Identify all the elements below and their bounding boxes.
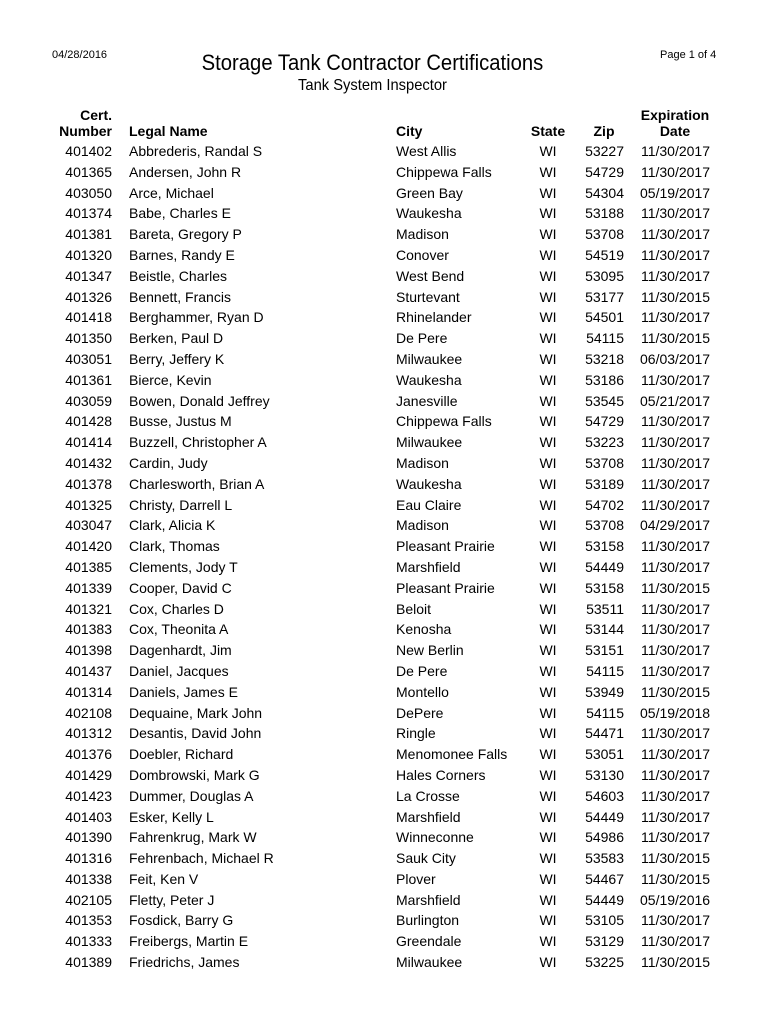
cell-state: WI — [539, 309, 557, 326]
table-row — [0, 515, 770, 536]
cell-cert-number: 401374 — [65, 205, 112, 222]
cell-expiration-date: 11/30/2017 — [640, 829, 710, 846]
cell-city: New Berlin — [396, 642, 464, 659]
cell-cert-number: 401423 — [65, 787, 112, 804]
table-row — [0, 723, 770, 744]
cell-expiration-date: 11/30/2015 — [640, 683, 710, 700]
cell-expiration-date: 11/30/2017 — [640, 725, 710, 742]
cell-city: Marshfield — [396, 891, 461, 908]
cell-expiration-date: 05/19/2018 — [640, 704, 711, 721]
table-row — [0, 703, 770, 724]
cell-zip: 53129 — [585, 933, 624, 950]
cell-expiration-date: 11/30/2015 — [640, 954, 710, 971]
cell-expiration-date: 11/30/2015 — [640, 288, 710, 305]
cell-zip: 53105 — [585, 912, 624, 929]
cell-state: WI — [539, 870, 557, 887]
cell-state: WI — [539, 642, 557, 659]
cell-legal-name: Fehrenbach, Michael R — [129, 850, 274, 867]
cell-state: WI — [539, 496, 557, 513]
cell-zip: 53225 — [585, 954, 624, 971]
table-row — [0, 931, 770, 952]
cell-legal-name: Christy, Darrell L — [129, 496, 233, 513]
cell-zip: 54986 — [585, 829, 624, 846]
table-row — [0, 162, 770, 183]
cell-cert-number: 401325 — [65, 496, 112, 513]
cell-cert-number: 401316 — [65, 850, 112, 867]
cell-legal-name: Bennett, Francis — [129, 288, 231, 305]
cell-legal-name: Charlesworth, Brian A — [129, 475, 265, 492]
cell-city: Milwaukee — [396, 434, 463, 451]
cell-zip: 54304 — [585, 184, 624, 201]
cell-state: WI — [539, 891, 557, 908]
cell-state: WI — [539, 850, 557, 867]
cell-expiration-date: 11/30/2017 — [640, 454, 710, 471]
cell-legal-name: Daniels, James E — [129, 683, 238, 700]
table-row — [0, 952, 770, 973]
cell-legal-name: Busse, Justus M — [129, 413, 232, 430]
cell-zip: 54115 — [586, 662, 624, 679]
table-row — [0, 619, 770, 640]
table-row — [0, 744, 770, 765]
cell-expiration-date: 11/30/2017 — [640, 912, 710, 929]
cell-expiration-date: 11/30/2017 — [640, 642, 710, 659]
cell-expiration-date: 11/30/2017 — [640, 662, 710, 679]
cell-state: WI — [539, 246, 557, 263]
cell-state: WI — [539, 808, 557, 825]
cell-state: WI — [539, 163, 557, 180]
table-row — [0, 536, 770, 557]
cell-cert-number: 401383 — [65, 621, 112, 638]
cell-cert-number: 402108 — [65, 704, 112, 721]
cell-zip: 54115 — [586, 704, 624, 721]
table-row — [0, 287, 770, 308]
table-row — [0, 495, 770, 516]
cell-cert-number: 401398 — [65, 642, 112, 659]
cell-state: WI — [539, 725, 557, 742]
cell-city: Milwaukee — [396, 954, 463, 971]
certification-table — [0, 141, 770, 973]
cell-cert-number: 401347 — [65, 267, 112, 284]
cell-zip: 53158 — [585, 579, 624, 596]
cell-zip: 54449 — [585, 558, 624, 575]
cell-cert-number: 401338 — [65, 870, 112, 887]
cell-zip: 53177 — [585, 288, 624, 305]
cell-zip: 53708 — [585, 454, 624, 471]
cell-zip: 54471 — [585, 725, 624, 742]
cell-cert-number: 403051 — [65, 350, 112, 367]
cell-city: Pleasant Prairie — [396, 579, 495, 596]
cell-cert-number: 401420 — [65, 538, 112, 555]
cell-expiration-date: 11/30/2017 — [640, 808, 710, 825]
cell-city: Eau Claire — [396, 496, 462, 513]
cell-cert-number: 403059 — [65, 392, 112, 409]
cell-city: Waukesha — [396, 475, 462, 492]
cell-state: WI — [539, 600, 557, 617]
cell-legal-name: Babe, Charles E — [129, 205, 231, 222]
cell-cert-number: 401437 — [65, 662, 112, 679]
cell-city: Rhinelander — [396, 309, 472, 326]
cell-cert-number: 401312 — [65, 725, 112, 742]
cell-legal-name: Fletty, Peter J — [129, 891, 215, 908]
cell-zip: 53545 — [585, 392, 624, 409]
cell-zip: 53189 — [585, 475, 624, 492]
cell-city: Sauk City — [396, 850, 456, 867]
cell-state: WI — [539, 933, 557, 950]
cell-city: West Allis — [396, 143, 457, 159]
cell-city: Hales Corners — [396, 766, 486, 783]
cell-cert-number: 401333 — [65, 933, 112, 950]
cell-legal-name: Clark, Thomas — [129, 538, 220, 555]
cell-cert-number: 401350 — [65, 330, 112, 347]
table-row — [0, 183, 770, 204]
cell-city: Plover — [396, 870, 436, 887]
table-row — [0, 682, 770, 703]
table-header — [0, 105, 770, 141]
cell-city: Kenosha — [396, 621, 452, 638]
cell-cert-number: 401402 — [65, 143, 112, 159]
cell-state: WI — [539, 475, 557, 492]
cell-state: WI — [539, 205, 557, 222]
cell-legal-name: Feit, Ken V — [129, 870, 199, 887]
cell-state: WI — [539, 766, 557, 783]
cell-city: Burlington — [396, 912, 460, 929]
cell-city: DePere — [396, 704, 444, 721]
cell-legal-name: Abbrederis, Randal S — [129, 143, 263, 159]
cell-state: WI — [539, 267, 557, 284]
cell-expiration-date: 11/30/2017 — [640, 309, 710, 326]
cell-city: Beloit — [396, 600, 432, 617]
cell-legal-name: Dequaine, Mark John — [129, 704, 263, 721]
cell-legal-name: Cooper, David C — [129, 579, 232, 596]
cell-expiration-date: 11/30/2015 — [640, 330, 710, 347]
cell-cert-number: 401428 — [65, 413, 112, 430]
cell-state: WI — [539, 621, 557, 638]
cell-cert-number: 401326 — [65, 288, 112, 305]
cell-city: Montello — [396, 683, 449, 700]
cell-state: WI — [539, 350, 557, 367]
cell-zip: 53144 — [585, 621, 624, 638]
table-row — [0, 224, 770, 245]
cell-expiration-date: 11/30/2015 — [640, 870, 710, 887]
cell-cert-number: 401390 — [65, 829, 112, 846]
cell-state: WI — [539, 226, 557, 243]
table-row — [0, 370, 770, 391]
cell-zip: 54729 — [585, 163, 624, 180]
cell-cert-number: 401414 — [65, 434, 112, 451]
cell-state: WI — [539, 434, 557, 451]
table-row — [0, 869, 770, 890]
cell-zip: 53095 — [585, 267, 624, 284]
cell-expiration-date: 11/30/2017 — [640, 475, 710, 492]
cell-state: WI — [539, 683, 557, 700]
table-row — [0, 827, 770, 848]
cell-zip: 53708 — [585, 226, 624, 243]
cell-state: WI — [539, 954, 557, 971]
cell-city: Milwaukee — [396, 350, 463, 367]
page-number: Page 1 of 4 — [660, 49, 717, 61]
cell-legal-name: Dummer, Douglas A — [129, 787, 254, 804]
cell-state: WI — [539, 746, 557, 763]
cell-state: WI — [539, 517, 557, 534]
cell-city: Green Bay — [396, 184, 463, 201]
cell-legal-name: Cox, Charles D — [129, 600, 224, 617]
cell-legal-name: Fahrenkrug, Mark W — [129, 829, 257, 846]
cell-expiration-date: 05/19/2017 — [640, 184, 711, 201]
cell-legal-name: Cardin, Judy — [129, 454, 208, 471]
cell-city: Pleasant Prairie — [396, 538, 495, 555]
cell-state: WI — [539, 662, 557, 679]
cell-cert-number: 401353 — [65, 912, 112, 929]
cell-zip: 53227 — [585, 143, 624, 159]
table-row — [0, 141, 770, 162]
report-date: 04/28/2016 — [52, 49, 108, 61]
cell-zip: 54467 — [585, 870, 624, 887]
cell-legal-name: Arce, Michael — [129, 184, 214, 201]
cell-expiration-date: 11/30/2017 — [640, 933, 710, 950]
cell-state: WI — [539, 912, 557, 929]
cell-zip: 54702 — [585, 496, 624, 513]
cell-zip: 53186 — [585, 371, 624, 388]
cell-expiration-date: 05/21/2017 — [640, 392, 711, 409]
cell-cert-number: 401314 — [65, 683, 112, 700]
cell-cert-number: 401389 — [65, 954, 112, 971]
cell-cert-number: 401381 — [65, 226, 112, 243]
cell-cert-number: 403050 — [65, 184, 112, 201]
cell-state: WI — [539, 330, 557, 347]
cell-legal-name: Cox, Theonita A — [129, 621, 229, 638]
cell-legal-name: Beistle, Charles — [129, 267, 228, 284]
cell-state: WI — [539, 454, 557, 471]
cell-cert-number: 401418 — [65, 309, 112, 326]
cell-expiration-date: 11/30/2017 — [640, 621, 710, 638]
cell-expiration-date: 11/30/2017 — [640, 371, 710, 388]
cell-city: Chippewa Falls — [396, 163, 492, 180]
table-row — [0, 474, 770, 495]
cell-cert-number: 401339 — [65, 579, 112, 596]
cell-expiration-date: 11/30/2015 — [640, 579, 710, 596]
cell-city: West Bend — [396, 267, 465, 284]
table-row — [0, 391, 770, 412]
cell-state: WI — [539, 371, 557, 388]
cell-legal-name: Berken, Paul D — [129, 330, 224, 347]
cell-zip: 53188 — [585, 205, 624, 222]
cell-legal-name: Friedrichs, James — [129, 954, 240, 971]
cell-legal-name: Freibergs, Martin E — [129, 933, 249, 950]
cell-expiration-date: 11/30/2015 — [640, 850, 710, 867]
cell-legal-name: Bareta, Gregory P — [129, 226, 242, 243]
table-row — [0, 328, 770, 349]
table-row — [0, 848, 770, 869]
cell-legal-name: Clark, Alicia K — [129, 517, 216, 534]
table-row — [0, 349, 770, 370]
cell-legal-name: Esker, Kelly L — [129, 808, 214, 825]
cell-expiration-date: 11/30/2017 — [640, 413, 710, 430]
cell-cert-number: 401320 — [65, 246, 112, 263]
cell-zip: 53511 — [586, 600, 624, 617]
column-header-city: City — [396, 123, 423, 139]
table-row — [0, 411, 770, 432]
cell-cert-number: 401385 — [65, 558, 112, 575]
table-row — [0, 910, 770, 931]
table-row — [0, 307, 770, 328]
cell-cert-number: 401432 — [65, 454, 112, 471]
cell-cert-number: 403047 — [65, 517, 112, 534]
cell-cert-number: 401321 — [65, 600, 112, 617]
cell-state: WI — [539, 413, 557, 430]
cell-city: Sturtevant — [396, 288, 460, 305]
cell-cert-number: 401403 — [65, 808, 112, 825]
cell-state: WI — [539, 538, 557, 555]
cell-legal-name: Bierce, Kevin — [129, 371, 212, 388]
cell-city: Waukesha — [396, 371, 462, 388]
cell-legal-name: Andersen, John R — [129, 163, 242, 180]
cell-legal-name: Buzzell, Christopher A — [129, 434, 267, 451]
cell-legal-name: Bowen, Donald Jeffrey — [129, 392, 270, 409]
cell-legal-name: Doebler, Richard — [129, 746, 234, 763]
cell-zip: 53051 — [585, 746, 624, 763]
cell-zip: 53708 — [585, 517, 624, 534]
cell-city: Janesville — [396, 392, 458, 409]
cell-expiration-date: 11/30/2017 — [640, 766, 710, 783]
cell-expiration-date: 05/19/2016 — [640, 891, 711, 908]
cell-legal-name: Desantis, David John — [129, 725, 262, 742]
page-subtitle: Tank System Inspector — [298, 77, 447, 94]
cell-city: Ringle — [396, 725, 436, 742]
cell-zip: 54449 — [585, 808, 624, 825]
column-header-state: State — [530, 123, 566, 139]
cell-state: WI — [539, 787, 557, 804]
cell-legal-name: Berry, Jeffery K — [129, 350, 225, 367]
cell-state: WI — [539, 829, 557, 846]
cell-zip: 53151 — [585, 642, 624, 659]
cell-city: Madison — [396, 517, 449, 534]
cell-zip: 53583 — [585, 850, 624, 867]
cell-cert-number: 401376 — [65, 746, 112, 763]
cell-zip: 54519 — [585, 246, 624, 263]
cell-state: WI — [539, 392, 557, 409]
cell-expiration-date: 11/30/2017 — [640, 787, 710, 804]
cell-state: WI — [539, 184, 557, 201]
cell-city: La Crosse — [396, 787, 460, 804]
table-row — [0, 453, 770, 474]
table-row — [0, 578, 770, 599]
cell-zip: 53158 — [585, 538, 624, 555]
cell-expiration-date: 11/30/2017 — [640, 205, 710, 222]
cell-city: Madison — [396, 454, 449, 471]
cell-state: WI — [539, 288, 557, 305]
cell-expiration-date: 11/30/2017 — [640, 496, 710, 513]
cell-cert-number: 402105 — [65, 891, 112, 908]
cell-expiration-date: 11/30/2017 — [640, 558, 710, 575]
cell-expiration-date: 11/30/2017 — [640, 600, 710, 617]
cell-city: Conover — [396, 246, 449, 263]
cell-state: WI — [539, 579, 557, 596]
cell-expiration-date: 11/30/2017 — [640, 267, 710, 284]
cell-city: Madison — [396, 226, 449, 243]
cell-state: WI — [539, 143, 557, 159]
page-title: Storage Tank Contractor Certifications — [201, 50, 544, 75]
table-row — [0, 245, 770, 266]
cell-legal-name: Dagenhardt, Jim — [129, 642, 232, 659]
table-row — [0, 599, 770, 620]
table-row — [0, 765, 770, 786]
cell-zip: 54449 — [585, 891, 624, 908]
cell-zip: 53949 — [585, 683, 624, 700]
table-row — [0, 557, 770, 578]
cell-zip: 54501 — [585, 309, 624, 326]
cell-city: Greendale — [396, 933, 462, 950]
cell-expiration-date: 06/03/2017 — [640, 350, 711, 367]
cell-legal-name: Berghammer, Ryan D — [129, 309, 264, 326]
table-row — [0, 432, 770, 453]
column-header-expiration-date: Expiration Date — [640, 107, 710, 139]
table-row — [0, 661, 770, 682]
cell-expiration-date: 11/30/2017 — [640, 163, 710, 180]
cell-zip: 54115 — [586, 330, 624, 347]
cell-city: Marshfield — [396, 808, 461, 825]
cell-cert-number: 401361 — [65, 371, 112, 388]
cell-city: Chippewa Falls — [396, 413, 492, 430]
cell-expiration-date: 11/30/2017 — [640, 226, 710, 243]
cell-zip: 54729 — [585, 413, 624, 430]
cell-city: De Pere — [396, 662, 448, 679]
cell-zip: 54603 — [585, 787, 624, 804]
cell-zip: 53218 — [585, 350, 624, 367]
cell-city: De Pere — [396, 330, 448, 347]
cell-legal-name: Daniel, Jacques — [129, 662, 229, 679]
cell-expiration-date: 11/30/2017 — [640, 746, 710, 763]
table-row — [0, 640, 770, 661]
table-row — [0, 203, 770, 224]
cell-cert-number: 401378 — [65, 475, 112, 492]
table-row — [0, 890, 770, 911]
cell-city: Waukesha — [396, 205, 462, 222]
cell-expiration-date: 11/30/2017 — [640, 434, 710, 451]
cell-city: Marshfield — [396, 558, 461, 575]
cell-expiration-date: 11/30/2017 — [640, 143, 710, 159]
cell-expiration-date: 11/30/2017 — [640, 538, 710, 555]
cell-expiration-date: 11/30/2017 — [640, 246, 710, 263]
column-header-legal-name: Legal Name — [129, 123, 208, 139]
cell-state: WI — [539, 558, 557, 575]
cell-city: Winneconne — [396, 829, 474, 846]
cell-expiration-date: 04/29/2017 — [640, 517, 711, 534]
cell-city: Menomonee Falls — [396, 746, 508, 763]
table-row — [0, 786, 770, 807]
cell-legal-name: Barnes, Randy E — [129, 246, 235, 263]
cell-cert-number: 401429 — [65, 766, 112, 783]
table-row — [0, 807, 770, 828]
cell-legal-name: Clements, Jody T — [129, 558, 238, 575]
cell-cert-number: 401365 — [65, 163, 112, 180]
cell-zip: 53130 — [585, 766, 624, 783]
cell-state: WI — [539, 704, 557, 721]
column-header-cert-number: Cert. Number — [59, 107, 112, 139]
table-row — [0, 266, 770, 287]
cell-legal-name: Fosdick, Barry G — [129, 912, 234, 929]
cell-zip: 53223 — [585, 434, 624, 451]
column-header-zip: Zip — [593, 123, 615, 139]
cell-legal-name: Dombrowski, Mark G — [129, 766, 260, 783]
